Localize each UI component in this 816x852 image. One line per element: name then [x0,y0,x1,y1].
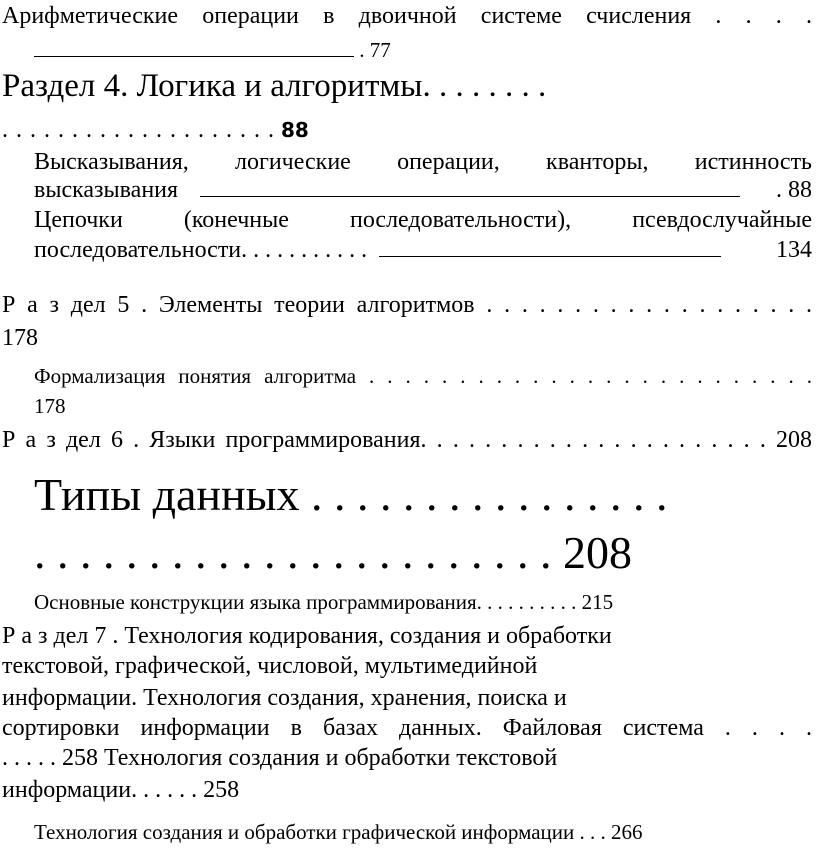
toc-section-7-line3: информации. Технология создания, хранения, поиска и [2,685,567,711]
toc-section-7-line2: текстовой, графической, числовой, мультимедийной [2,653,538,679]
toc-entry-sequences: Цепочки (конечные последовательности), псевдослучайные [34,207,812,233]
toc-entry-data-types-page: . . . . . . . . . . . . . . . . . . . . . . . 208 [34,527,632,578]
leader-rule [379,256,721,257]
toc-entry-language-constructs: Основные конструкции языка программирования. . . . . . . . . . 215 [34,590,614,614]
toc-entry-data-types: Типы данных . . . . . . . . . . . . . . . . [34,469,668,520]
toc-section-7-line1: Р а з дел 7 . Технология кодирования, создания и обработки [2,623,612,649]
toc-entry-formalization-page: 178 [34,394,66,418]
toc-entry-sequences-line2 [34,238,812,262]
toc-entry-statements-line2 [34,178,812,202]
entry-text: последовательности. . . . . . . . . . . [34,237,368,263]
toc-entry-binary-arithmetic-page [34,40,391,61]
toc-entry-formalization: Формализация понятия алгоритма . . . . . . . . . . . . . . . . . . . . . . . . . [34,364,812,388]
page-number: 88 [281,118,309,142]
toc-section-6-title: Р а з дел 6 . Языки программирования. . . . . . . . . . . . . . . . . . . . . . 208 [2,427,812,453]
toc-section-7-line5: . . . . . 258 Технология создания и обработки текстовой [2,745,558,771]
leader-rule [200,196,740,197]
toc-section-5-title: Р а з дел 5 . Элементы теории алгоритмов . . . . . . . . . . . . . . . . . . . [2,292,812,318]
toc-section-4-leader [2,118,309,142]
toc-entry-statements: Высказывания, логические операции, кванторы, истинность [34,149,812,175]
page-number: 134 [776,237,812,263]
page-number: . 88 [776,177,812,203]
leader-rule [34,56,354,57]
toc-section-5-page: 178 [2,325,38,351]
page-number: . 77 [359,38,391,62]
toc-section-7-line6: информации. . . . . . 258 [2,777,240,803]
toc-entry-binary-arithmetic: Арифметические операции в двоичной системе счисления . . . . [2,3,812,29]
toc-entry-graphics: Технология создания и обработки графической информации . . . 266 [34,820,643,844]
entry-text: высказывания [34,177,179,203]
toc-section-4-title: Раздел 4. Логика и алгоритмы. . . . . . . . [2,68,547,104]
dot-leader: . . . . . . . . . . . . . . . . . . . . [2,117,275,143]
toc-section-7-line4: сортировки информации в базах данных. Файловая система . . . . [2,715,812,741]
